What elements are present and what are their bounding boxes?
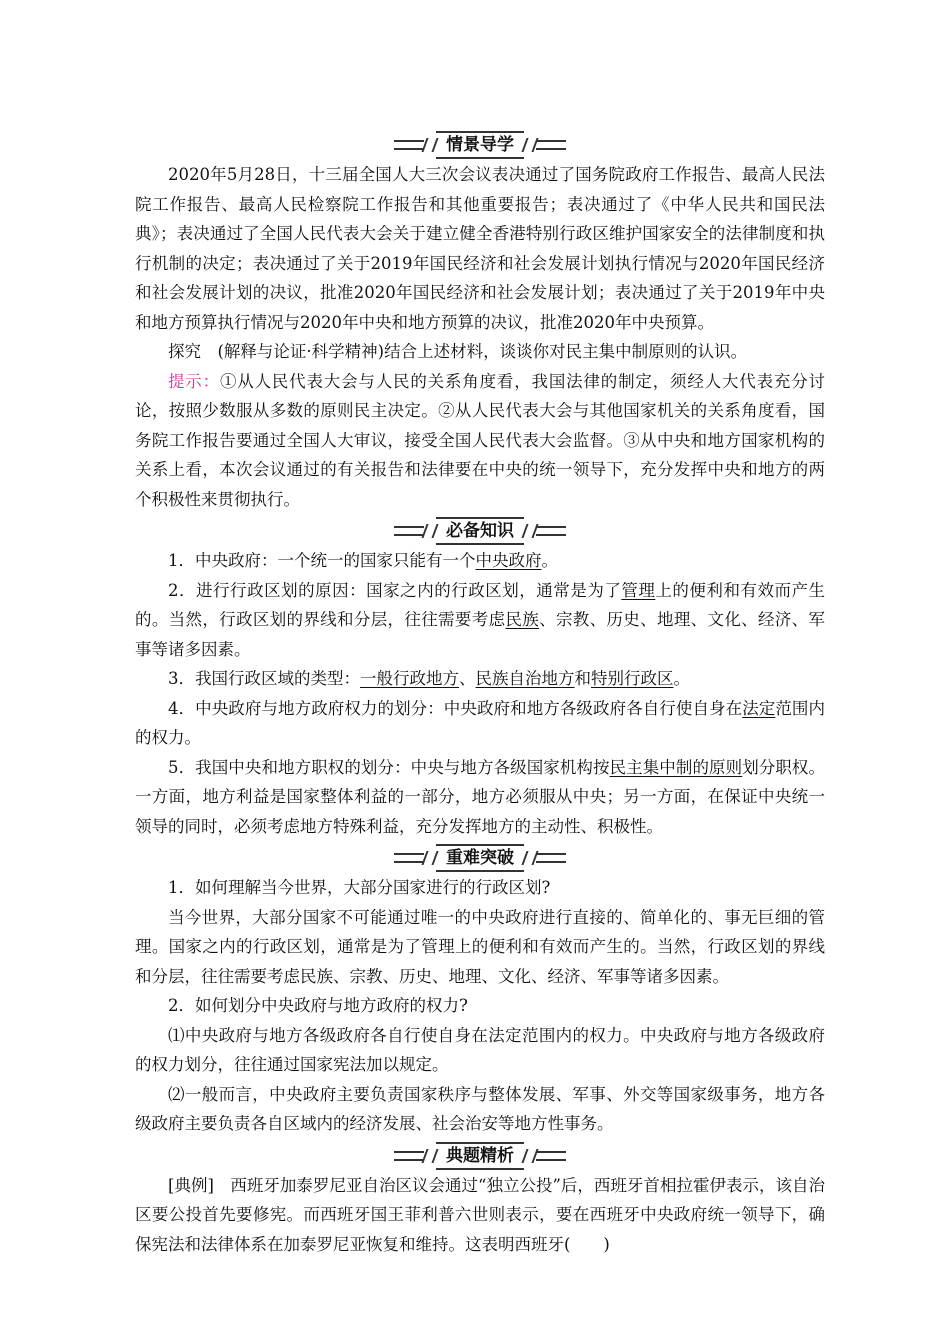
item-text: 4．中央政府与地方政府权力的划分：中央政府和地方各级政府各自行使自身在 [168, 698, 743, 718]
key-term: 法定 [742, 698, 776, 718]
banner-right-rule [536, 853, 566, 863]
item-text: 。 [541, 551, 558, 570]
banner-left-rule [394, 853, 424, 863]
item-text: 3．我国行政区域的类型： [168, 669, 360, 688]
section-banner-example [135, 1141, 825, 1171]
banner-left-rule [394, 526, 424, 536]
section-banner-knowledge [135, 516, 825, 546]
key-term: 民族自治地方 [475, 669, 575, 688]
item-text: 上的便利和有效而产生的。当然，行政区划的界线和分层，往往需要考虑 [135, 580, 826, 629]
answer-1: 当今世界，大部分国家不可能通过唯一的中央政府进行直接的、简单化的、事无巨细的管理。国家之内的行政区划，通常是为了管理上的便利和有效而产生的。当然，行政区划的界线和分层，往往需要考虑民族、宗教、历史、地理、文化、经济、军事等诸多因素。 [135, 907, 825, 986]
banner-right-rule [536, 140, 566, 150]
section-title: 典题精析 [436, 1142, 524, 1170]
key-term: 民主集中制的原则 [609, 757, 743, 777]
knowledge-item-1 [135, 546, 825, 576]
example-question: [典例] 西班牙加泰罗尼亚自治区议会通过“独立公投”后，西班牙首相拉霍伊表示，该自治区要公投首先要修宪。而西班牙国王菲利普六世则表示，要在西班牙中央政府统一领导下，确保宪法和法律体系在加泰罗尼亚恢复和维持。这表明西班牙( ) [135, 1175, 825, 1254]
key-term: 民族 [505, 610, 540, 629]
banner-left-rule [394, 140, 424, 150]
item-text: 划分职权。一方面，地方利益是国家整体利益的一部分，地方必须服从中央；另一方面，在保证中央统一领导的同时，必须考虑地方特殊利益，充分发挥地方的主动性、积极性。 [135, 757, 826, 836]
section-title: 重难突破 [436, 844, 524, 872]
scenario-paragraph: 2020年5月28日，十三届全国人大三次会议表决通过了国务院政府工作报告、最高人民法院工作报告、最高人民检察院工作报告和其他重要报告；表决通过了《中华人民共和国民法典》；表决通过了全国人民代表大会关于建立健全香港特别行政区维护国家安全的法律制度和执行机制的决定；表决通过了关于2019年国民经济和社会发展计划执行情况与2020年国民经济和社会发展计划的决议，批准2020年国民经济和社会发展计划；表决通过了关于2019年中央和地方预算执行情况与2020年中央和地方预算的决议，批准2020年中央预算。 [135, 165, 825, 332]
question-1: 1．如何理解当今世界，大部分国家进行的行政区划? [168, 878, 551, 897]
item-text: 和 [574, 669, 591, 688]
banner-right-rule [536, 1151, 566, 1161]
item-text: 2．进行行政区划的原因：国家之内的行政区划，通常是为了 [168, 580, 622, 600]
explore-question: 探究 (解释与论证·科学精神)结合上述材料，谈谈你对民主集中制原则的认识。 [168, 342, 748, 361]
section-title: 必备知识 [436, 517, 524, 545]
document-page [135, 128, 825, 1259]
hint-label: 提示： [168, 371, 220, 391]
banner-right-rule [536, 526, 566, 536]
banner-left-rule [394, 1151, 424, 1161]
section-banner-scenario [135, 130, 825, 160]
item-text: 、 [459, 669, 476, 688]
knowledge-item-3 [135, 664, 825, 694]
knowledge-item-5 [135, 753, 825, 842]
hint-paragraph [135, 367, 825, 515]
answer-2-part-2: ⑵一般而言，中央政府主要负责国家秩序与整体发展、军事、外交等国家级事务，地方各级政府主要负责各自区域内的经济发展、社会治安等地方性事务。 [135, 1084, 825, 1133]
section-title: 情景导学 [436, 131, 524, 159]
key-term: 管理 [621, 580, 656, 600]
item-text: 范围内的权力。 [135, 698, 826, 747]
key-term: 一般行政地方 [360, 669, 459, 688]
item-text: 5．我国中央和地方职权的划分：中央与地方各级国家机构按 [168, 757, 610, 777]
key-term: 特别行政区 [591, 669, 674, 688]
item-text: 。 [673, 669, 690, 688]
knowledge-item-2 [135, 576, 825, 665]
key-term: 中央政府 [475, 551, 542, 570]
section-banner-difficulties [135, 843, 825, 873]
hint-text: ①从人民代表大会与人民的关系角度看，我国法律的制定，须经人大代表充分讨论，按照少数服从多数的原则民主决定。②从人民代表大会与其他国家机关的关系角度看，国务院工作报告要通过全国人大审议，接受全国人民代表大会监督。③从中央和地方国家机构的关系上看，本次会议通过的有关报告和法律要在中央的统一领导下，充分发挥中央和地方的两个积极性来贯彻执行。 [135, 371, 826, 509]
question-2: 2．如何划分中央政府与地方政府的权力? [168, 996, 468, 1015]
knowledge-item-4 [135, 694, 825, 753]
answer-2-part-1: ⑴中央政府与地方各级政府各自行使自身在法定范围内的权力。中央政府与地方各级政府的权力划分，往往通过国家宪法加以规定。 [135, 1025, 825, 1074]
item-text: 1．中央政府：一个统一的国家只能有一个 [168, 551, 476, 570]
item-text: 、宗教、历史、地理、文化、经济、军事等诸多因素。 [135, 610, 826, 659]
